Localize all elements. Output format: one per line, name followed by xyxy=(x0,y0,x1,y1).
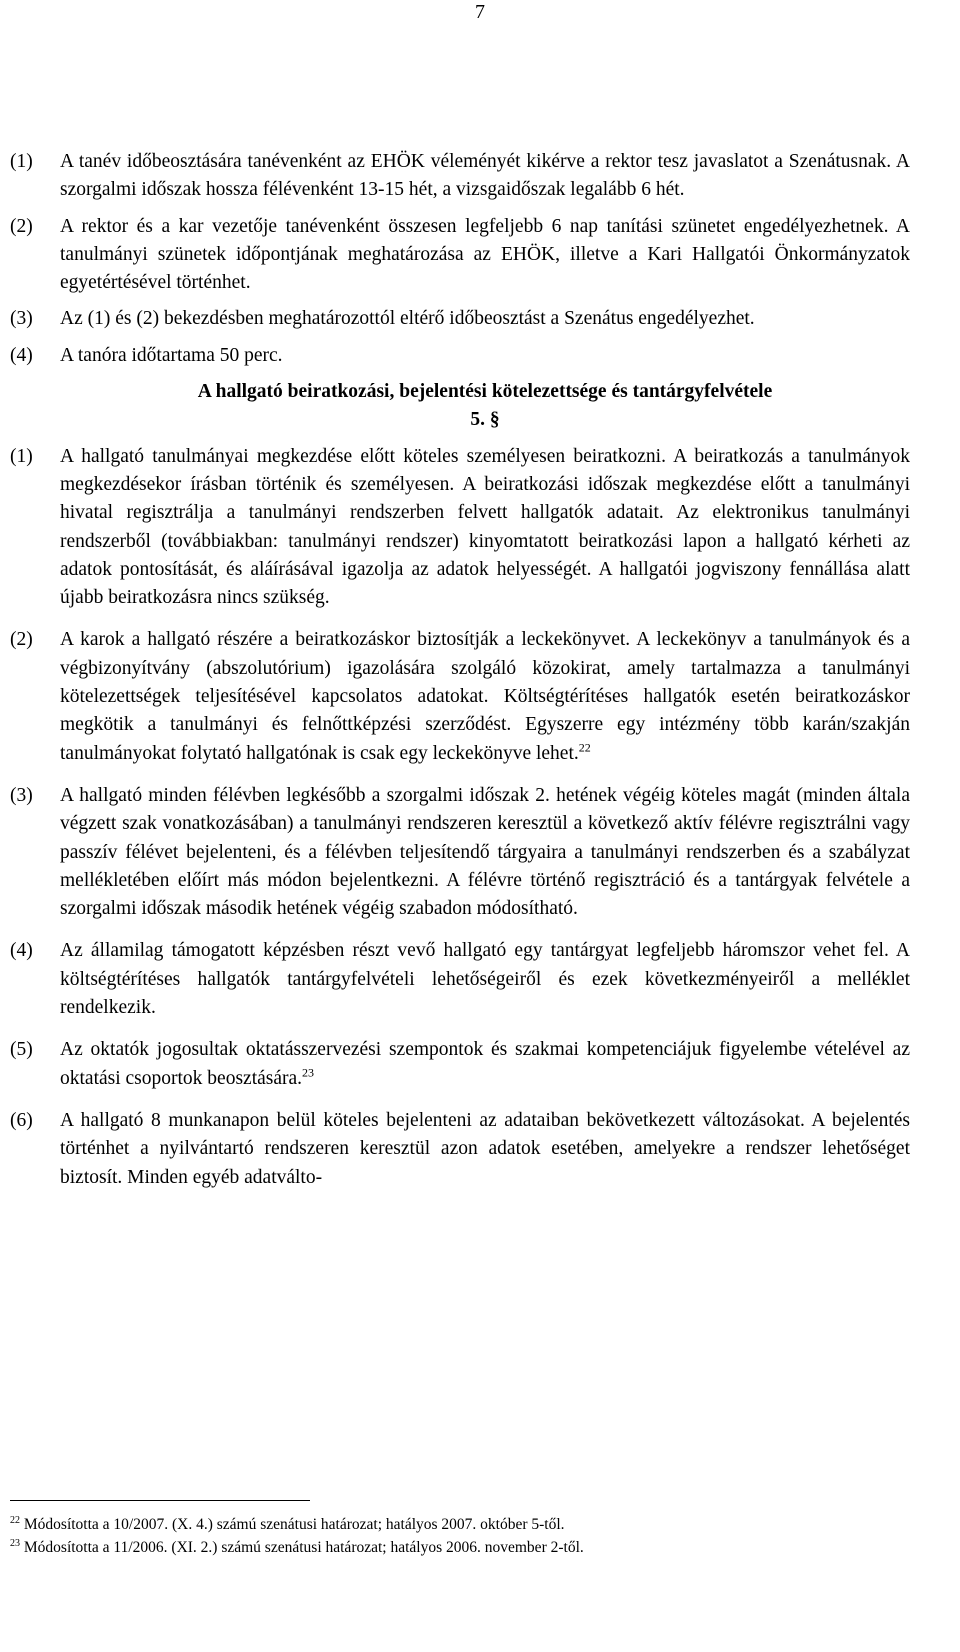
paragraph-number: (4) xyxy=(10,344,33,366)
paragraph-number: (1) xyxy=(10,151,33,172)
footnote-reference[interactable]: 22 xyxy=(578,740,591,755)
footnote xyxy=(10,1536,910,1559)
paragraph xyxy=(10,1107,910,1192)
paragraph-text: A hallgató 8 munkanapon belül köteles bejelenteni az adataiban bekövetkezett változásokat. A bejelentés történhet a nyilvántartó rendszeren keresztül azon adatok esetében, amelyekre a rendszer lehetőséget biztosít. Minden egyéb adatválto- xyxy=(60,1109,910,1188)
footnote-divider xyxy=(10,1500,310,1501)
paragraph-text: A tanóra időtartama 50 perc. xyxy=(60,344,283,366)
paragraph-text: Az államilag támogatott képzésben részt vevő hallgató egy tantárgyat legfeljebb háromszor vehet fel. A költségtérítéses hallgatók tantárgyfelvételi lehetőségeiről és ezek következményeiről a melléklet rendelkezik. xyxy=(60,940,910,1019)
paragraph-number: (4) xyxy=(10,940,33,962)
paragraph-text: A hallgató tanulmányai megkezdése előtt köteles személyesen beiratkozni. A beiratkozás a tanulmányok megkezdésekor írásban történik és személyesen. A beiratkozási időszak megkezdése előtt a tanulmányi hivatal regisztrálja a tanulmányi rendszerben felvett hallgatók adatait. Az elektronikus tanulmányi rendszerből (továbbiakban: tanulmányi rendszer) kinyomtatott beiratkozási lapon a hallgató kérheti az adatok pontosítását, és aláírásával igazolja az adatok helyességét. A hallgatói jogviszony fennállása alatt újabb beiratkozásra nincs szükség. xyxy=(60,445,910,609)
paragraph-text: Az oktatók jogosultak oktatásszervezési szempontok és szakmai kompetenciájuk figyelembe vételével az oktatási csoportok beosztására.$^{23}$ xyxy=(60,1039,910,1089)
paragraph xyxy=(10,342,910,370)
footnotes xyxy=(10,1500,910,1559)
paragraph-number: (2) xyxy=(10,629,33,651)
footnote-reference[interactable]: 23 xyxy=(302,1065,315,1080)
section-heading: A hallgató beiratkozási, bejelentési kötelezettsége és tantárgyfelvétele xyxy=(197,381,773,403)
footnote xyxy=(10,1513,910,1536)
paragraph xyxy=(10,443,910,613)
paragraph-text: Az (1) és (2) bekezdésben meghatározottól eltérő időbeosztást a Szenátus engedélyezhet. xyxy=(60,308,755,330)
paragraph xyxy=(10,937,910,1022)
paragraph-text: A karok a hallgató részére a beiratkozáskor biztosítják a leckekönyvet. A leckekönyv a tanulmányok és a végbizonyítvány (abszolutórium) igazolására szolgáló közokirat, amely tartalmazza a tanulmányi kötelezettségek teljesítésével kapcsolatos adatokat. Költségtérítéses hallgatók esetén beiratkozáskor megkötik a tanulmányi és felnőttképzési szerződést. Egyszerre egy intézmény több karán/szakján tanulmányokat folytató hallgatónak is csak egy leckekönyve lehet.$^{22}$ xyxy=(60,629,910,764)
paragraph-number: (1) xyxy=(10,445,33,467)
footnote-number: 23 xyxy=(10,1537,20,1549)
paragraph-text: A rektor és a kar vezetője tanévenként összesen legfeljebb 6 nap tanítási szünetet engedélyezhetnek. A tanulmányi szünetek időpontjának meghatározása az EHÖK, illetve a Kari Hallgatói Önkormányzatok egyetértésével történhet. xyxy=(60,215,910,294)
footnote-text: Módosította a 11/2006. (XI. 2.) számú szenátusi határozat; hatályos 2006. november 2-től. xyxy=(23,1539,584,1556)
paragraph-number: (3) xyxy=(10,308,33,330)
paragraph xyxy=(10,148,910,205)
paragraph-number: (2) xyxy=(10,215,33,237)
footnote-number: 22 xyxy=(10,1514,20,1526)
footnote-text: Módosította a 10/2007. (X. 4.) számú szenátusi határozat; hatályos 2007. október 5-től. xyxy=(23,1516,565,1533)
paragraph-number: (5) xyxy=(10,1039,33,1061)
document-body xyxy=(10,148,910,1192)
paragraph-text: A tanév időbeosztására tanévenként az EHÖK véleményét kikérve a rektor tesz javaslatot a Szenátusnak. A szorgalmi időszak hossza félévenként 13-15 hét, a vizsgaidőszak legalább 6 hét. xyxy=(60,151,910,201)
paragraph xyxy=(10,626,910,767)
paragraph xyxy=(10,1036,910,1093)
paragraph-text: A hallgató minden félévben legkésőbb a szorgalmi időszak 2. hetének végéig köteles magát (minden általa végzett szak vonatkozásában) a tanulmányi rendszeren keresztül a következő aktív félévre regisztrálni vagy passzív félévet bejelenteni, és a félévben teljesítendő tárgyaira a tanulmányi rendszerben és a szabályzat mellékletében előírt más módon bejelentkezni. A félévre történő regisztráció és a tantárgyak felvétele a szorgalmi időszak második hetének végéig szabadon módosítható. xyxy=(60,784,910,920)
paragraph xyxy=(10,305,910,333)
paragraph xyxy=(10,213,910,298)
page-number: 7 xyxy=(475,1,485,23)
paragraph-number: (6) xyxy=(10,1109,33,1131)
paragraph-number: (3) xyxy=(10,784,33,806)
paragraph xyxy=(10,782,910,923)
section-number: 5. § xyxy=(470,409,500,431)
